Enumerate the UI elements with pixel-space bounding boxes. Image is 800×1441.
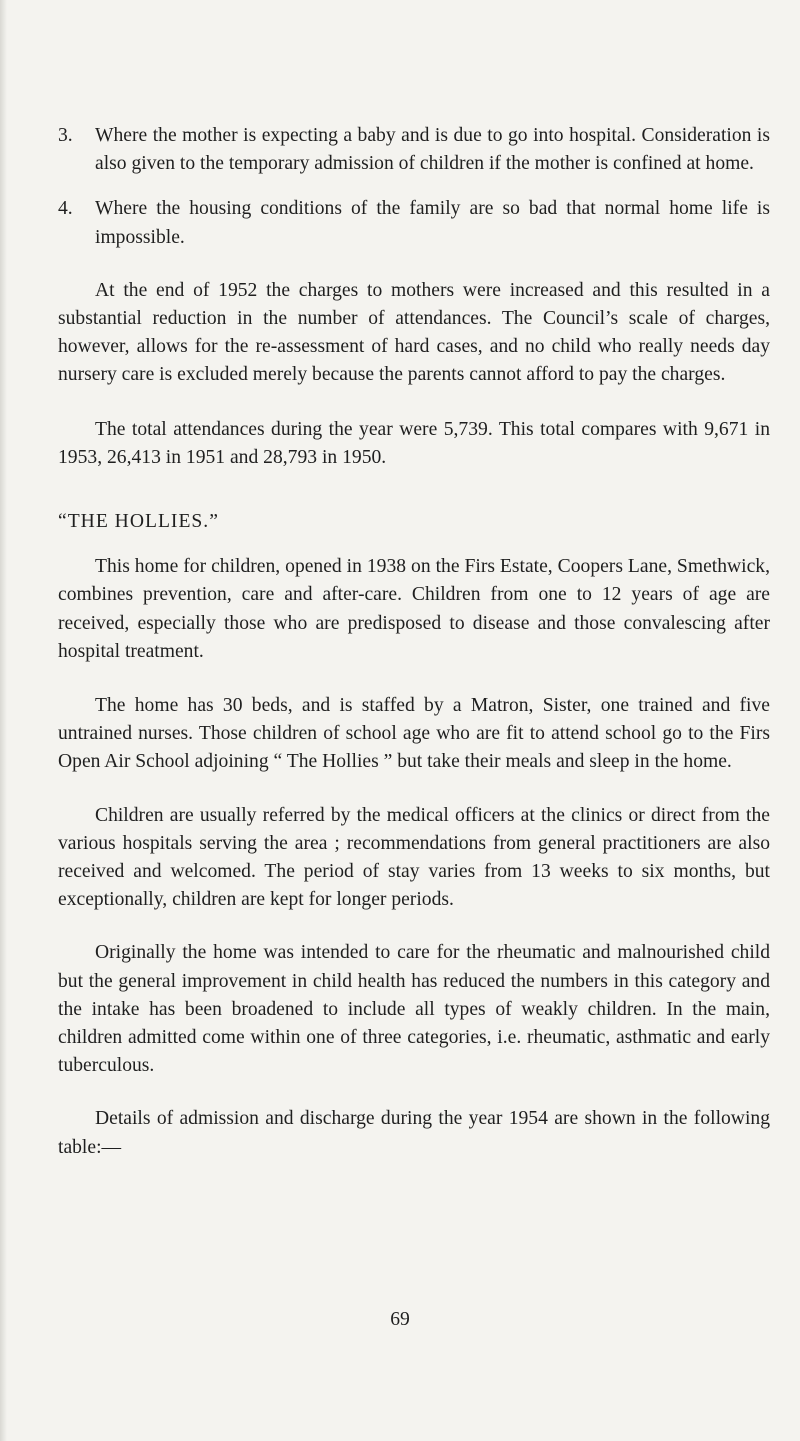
paragraph-staffing: The home has 30 beds, and is staffed by a Matron, Sister, one trained and five untrained nurses. Those children of school age who are fit to attend school go to the Firs Open Air School adjoining “ The Hollies ” but take their meals and sleep in the home. (58, 695, 770, 773)
list-item-text: Where the housing conditions of the family are so bad that normal home life is impossible. (95, 198, 770, 248)
section-heading: “THE HOLLIES.” (58, 511, 219, 533)
list-item-text: Where the mother is expecting a baby and is due to go into hospital. Consideration is also given to the temporary admission of children if the mother is confined at home. (95, 125, 770, 175)
text-column (58, 122, 770, 1162)
paragraph-table-intro: Details of admission and discharge during the year 1954 are shown in the following table:— (58, 1108, 770, 1158)
list-item-number: 3. (58, 125, 73, 146)
paragraph-home-description: This home for children, opened in 1938 on the Firs Estate, Coopers Lane, Smethwick, combines prevention, care and after-care. Children from one to 12 years of age are received, especially those who are predisposed to disease and those convalescing after hospital treatment. (58, 556, 770, 662)
paragraph-referrals: Children are usually referred by the medical officers at the clinics or direct from the various hospitals serving the area ; recommendations from general practitioners are also received and welcomed. The period of stay varies from 13 weeks to six months, but exceptionally, children are kept for longer periods. (58, 804, 770, 911)
list-item (58, 122, 770, 178)
list-item-number: 4. (58, 198, 73, 220)
page-number: 69 (390, 1309, 410, 1330)
list-item (58, 195, 770, 251)
paragraph-attendances: The total attendances during the year were 5,739. This total compares with 9,671 in 1953, 26,413 in 1951 and 28,793 in 1950. (58, 418, 770, 468)
page-binding-edge (0, 0, 7, 1441)
paragraph-categories: Originally the home was intended to care for the rheumatic and malnourished child but the general improvement in child health has reduced the numbers in this category and the intake has been broadened to include all types of weakly children. In the main, children admitted come within one of three categories, i.e. rheumatic, asthmatic and early tuberculous. (58, 942, 770, 1077)
paragraph-charges: At the end of 1952 the charges to mothers were increased and this resulted in a substantial reduction in the number of attendances. The Council’s scale of charges, however, allows for the re-assessment of hard cases, and no child who really needs day nursery care is excluded merely because the parents cannot afford to pay the charges. (58, 279, 770, 386)
